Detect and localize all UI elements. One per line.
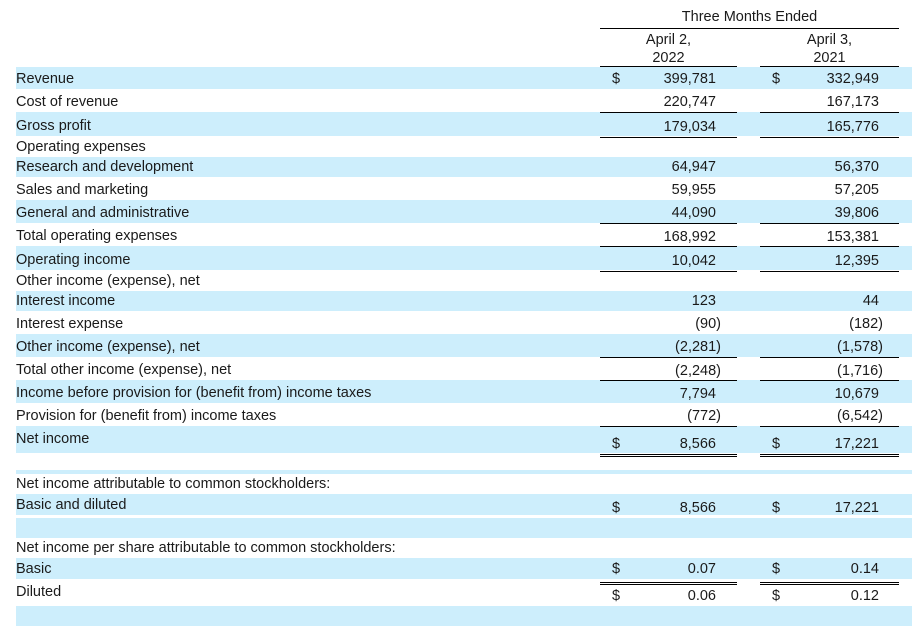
table-row-total-opex — [16, 223, 912, 246]
table-row-cost-of-revenue — [16, 89, 912, 112]
cell-2021 — [760, 380, 899, 404]
table-row-income-tax — [16, 403, 912, 426]
value: 8,566 — [679, 436, 716, 452]
cell-2022 — [600, 426, 737, 457]
value: 44,090 — [671, 205, 716, 221]
value: (6,542) — [837, 408, 883, 424]
row-label: Diluted — [16, 584, 62, 600]
section-label: Other income (expense), net — [16, 273, 200, 289]
table-row-net-income — [16, 426, 912, 453]
cell-2021 — [760, 200, 899, 223]
cell-2022 — [600, 223, 737, 247]
table-row-pretax-income — [16, 380, 912, 403]
cell-2021 — [760, 67, 899, 89]
value: (772) — [687, 408, 721, 424]
cell-2021 — [760, 223, 899, 247]
cell-2022 — [600, 67, 737, 89]
column-header-2021 — [760, 31, 899, 67]
cell-2022 — [600, 112, 737, 138]
value: 17,221 — [834, 436, 879, 452]
cell-2022 — [600, 558, 737, 585]
value: 39,806 — [834, 205, 879, 221]
table-row-total-other — [16, 357, 912, 380]
column-header-2021-date: April 3, — [806, 32, 853, 48]
column-header-2022-date: April 2, — [645, 32, 692, 48]
currency-symbol: $ — [612, 588, 621, 604]
row-label: Other income (expense), net — [16, 339, 200, 355]
value: 64,947 — [671, 159, 716, 175]
cell-2022 — [600, 334, 737, 357]
column-header-2022-year: 2022 — [652, 50, 685, 66]
value: (2,248) — [675, 363, 721, 379]
currency-symbol: $ — [772, 588, 781, 604]
currency-symbol: $ — [612, 71, 621, 87]
period-header: Three Months Ended — [600, 8, 899, 29]
currency-symbol: $ — [612, 500, 621, 516]
table-row-interest-income — [16, 291, 912, 311]
value: 0.07 — [687, 561, 716, 577]
column-header-2021-year: 2021 — [813, 50, 846, 66]
cell-2021 — [760, 582, 899, 609]
cell-2021 — [760, 112, 899, 138]
value: (90) — [695, 316, 721, 332]
row-label: Cost of revenue — [16, 94, 119, 110]
table-row-sales-marketing — [16, 177, 912, 200]
cell-2022 — [600, 157, 737, 177]
cell-2022 — [600, 311, 737, 334]
cell-2021 — [760, 177, 899, 200]
cell-2022 — [600, 291, 737, 311]
table-row-other-header — [16, 270, 912, 291]
value: 153,381 — [826, 229, 879, 245]
cell-2022 — [600, 582, 737, 609]
table-row-opex-header — [16, 136, 912, 157]
column-header-2022 — [600, 31, 737, 67]
value: 0.06 — [687, 588, 716, 604]
currency-symbol: $ — [772, 500, 781, 516]
cell-2022 — [600, 380, 737, 404]
table-row-gross-profit — [16, 112, 912, 136]
table-row-eps-header — [16, 538, 912, 558]
value: 57,205 — [834, 182, 879, 198]
table-row-operating-income — [16, 246, 912, 270]
cell-2021 — [760, 403, 899, 426]
cell-2021 — [760, 334, 899, 357]
value: 0.14 — [850, 561, 879, 577]
value: 179,034 — [663, 119, 716, 135]
section-label: Net income per share attributable to common stockholders: — [16, 540, 396, 556]
row-label: Revenue — [16, 71, 75, 87]
value: 8,566 — [679, 500, 716, 516]
cell-2022 — [600, 246, 737, 272]
row-label: Research and development — [16, 159, 194, 175]
section-label: Net income attributable to common stockholders: — [16, 476, 331, 492]
value: 220,747 — [663, 94, 716, 110]
value: 399,781 — [663, 71, 716, 87]
table-row-rnd — [16, 157, 912, 177]
table-row-interest-expense — [16, 311, 912, 334]
cell-2022 — [600, 403, 737, 426]
row-label: Sales and marketing — [16, 182, 149, 198]
cell-2021 — [760, 426, 899, 457]
cell-2021 — [760, 246, 899, 272]
row-label: Interest income — [16, 293, 116, 309]
value: 59,955 — [671, 182, 716, 198]
currency-symbol: $ — [612, 436, 621, 452]
value: 10,679 — [834, 386, 879, 402]
currency-symbol: $ — [772, 561, 781, 577]
value: (1,578) — [837, 339, 883, 355]
value: 165,776 — [826, 119, 879, 135]
value: 7,794 — [679, 386, 716, 402]
cell-2022 — [600, 357, 737, 381]
row-label: Basic — [16, 561, 52, 577]
section-label: Operating expenses — [16, 139, 146, 155]
row-label: General and administrative — [16, 205, 190, 221]
row-label: Total operating expenses — [16, 228, 178, 244]
cell-2022 — [600, 494, 737, 521]
row-label: Operating income — [16, 252, 131, 268]
value: 332,949 — [826, 71, 879, 87]
value: 44 — [862, 293, 879, 309]
currency-symbol: $ — [772, 71, 781, 87]
value: (182) — [849, 316, 883, 332]
currency-symbol: $ — [612, 561, 621, 577]
row-label: Gross profit — [16, 118, 91, 134]
table-row-attrib-values — [16, 494, 912, 518]
row-label: Interest expense — [16, 316, 124, 332]
currency-symbol: $ — [772, 436, 781, 452]
value: 10,042 — [671, 253, 716, 269]
value: 123 — [691, 293, 716, 309]
value: 0.12 — [850, 588, 879, 604]
table-row-eps-basic — [16, 558, 912, 579]
value: 17,221 — [834, 500, 879, 516]
row-label: Net income — [16, 431, 90, 447]
cell-2021 — [760, 311, 899, 334]
cell-2021 — [760, 89, 899, 112]
cell-2022 — [600, 200, 737, 223]
row-label: Provision for (benefit from) income taxes — [16, 408, 277, 424]
table-row-other-net — [16, 334, 912, 357]
value: (2,281) — [675, 339, 721, 355]
table-row-revenue — [16, 67, 912, 89]
cell-2021 — [760, 357, 899, 381]
cell-2021 — [760, 291, 899, 311]
value: (1,716) — [837, 363, 883, 379]
value: 168,992 — [663, 229, 716, 245]
cell-2022 — [600, 89, 737, 112]
row-label: Income before provision for (benefit from) income taxes — [16, 385, 372, 401]
row-separator — [16, 518, 912, 538]
table-row-eps-diluted — [16, 582, 912, 606]
value: 12,395 — [834, 253, 879, 269]
row-label: Basic and diluted — [16, 497, 127, 513]
cell-2021 — [760, 157, 899, 177]
value: 56,370 — [834, 159, 879, 175]
cell-2022 — [600, 177, 737, 200]
table-row-gna — [16, 200, 912, 223]
row-separator — [16, 606, 912, 626]
row-label: Total other income (expense), net — [16, 362, 232, 378]
table-row-attrib-header — [16, 474, 912, 494]
cell-2021 — [760, 558, 899, 585]
cell-2021 — [760, 494, 899, 521]
value: 167,173 — [826, 94, 879, 110]
